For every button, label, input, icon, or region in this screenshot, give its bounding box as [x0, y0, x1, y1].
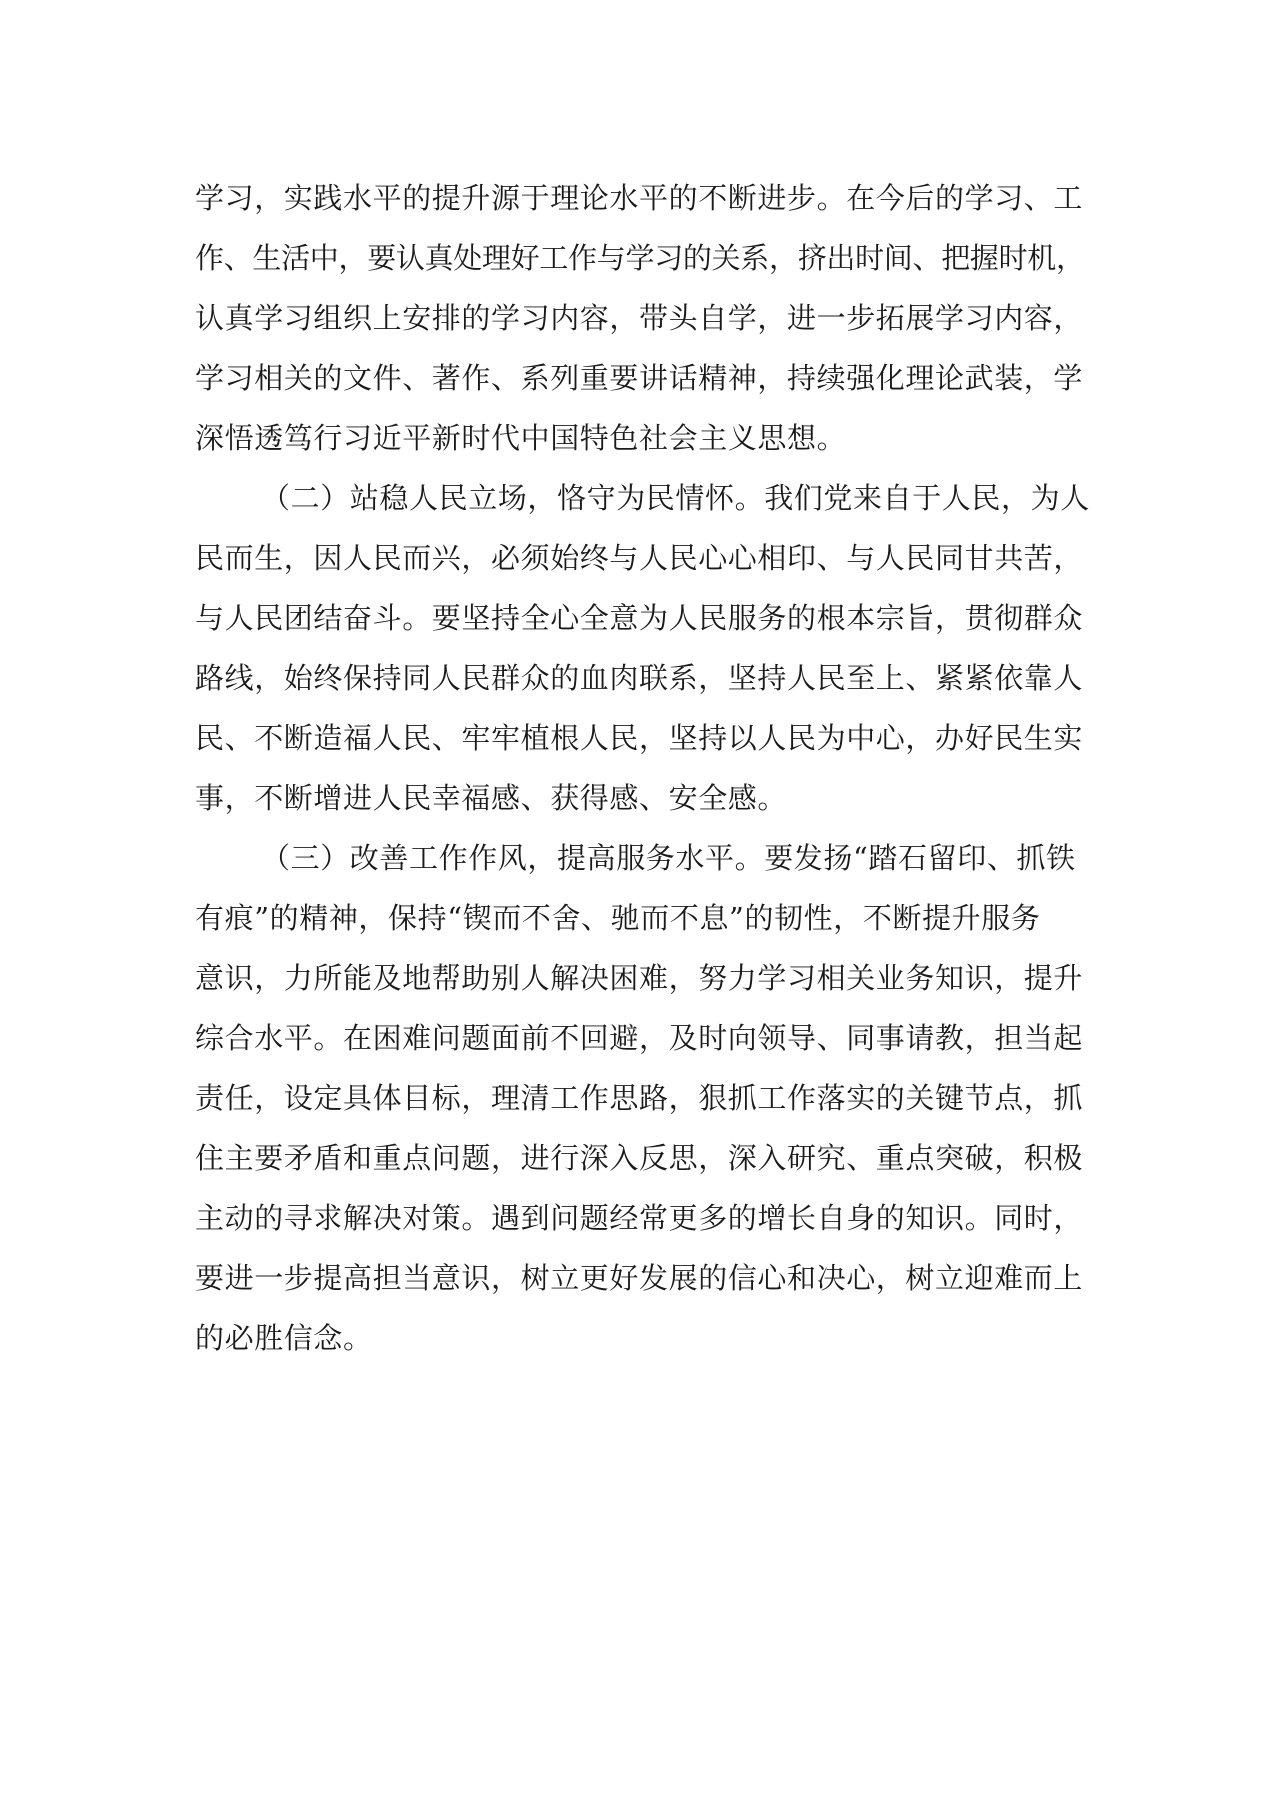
- text-line: 民而生，因人民而兴，必须始终与人民心心相印、与人民同甘共苦，: [195, 541, 1084, 575]
- text-line: 认真学习组织上安排的学习内容，带头自学，进一步拓展学习内容，: [195, 301, 1084, 335]
- text-line: 路线，始终保持同人民群众的血肉联系，坚持人民至上、紧紧依靠人: [195, 661, 1084, 695]
- paragraph-2: [195, 468, 1090, 828]
- text-line: 与人民团结奋斗。要坚持全心全意为人民服务的根本宗旨，贯彻群众: [195, 601, 1084, 635]
- text-line: 学习，实践水平的提升源于理论水平的不断进步。在今后的学习、工: [195, 181, 1084, 215]
- text-line: 主动的寻求解决对策。遇到问题经常更多的增长自身的知识。同时，: [195, 1201, 1084, 1235]
- paragraph-3: [195, 828, 1085, 1368]
- text-line: 要进一步提高担当意识，树立更好发展的信心和决心，树立迎难而上: [195, 1261, 1084, 1295]
- text-line: 事，不断增进人民幸福感、获得感、安全感。: [195, 781, 788, 815]
- text-line: 责任，设定具体目标，理清工作思路，狠抓工作落实的关键节点，抓: [195, 1081, 1084, 1115]
- text-line: 民、不断造福人民、牢牢植根人民，坚持以人民为中心，办好民生实: [195, 721, 1084, 755]
- text-line: 意识，力所能及地帮助别人解决困难，努力学习相关业务知识，提升: [195, 961, 1084, 995]
- text-line: 作、生活中，要认真处理好工作与学习的关系，挤出时间、把握时机，: [195, 241, 1085, 275]
- text-line: 有痕”的精神，保持“锲而不舍、驰而不息”的韧性，不断提升服务: [195, 901, 1041, 935]
- text-line: 住主要矛盾和重点问题，进行深入反思，深入研究、重点突破，积极: [195, 1141, 1084, 1175]
- text-line: 学习相关的文件、著作、系列重要讲话精神，持续强化理论武装，学: [195, 361, 1084, 395]
- text-line: （三）改善工作作风，提高服务水平。要发扬“踏石留印、抓铁: [261, 841, 1076, 875]
- text-line: （二）站稳人民立场，恪守为民情怀。我们党来自于人民，为人: [261, 481, 1090, 515]
- text-line: 的必胜信念。: [195, 1321, 373, 1355]
- text-line: 深悟透笃行习近平新时代中国特色社会主义思想。: [195, 421, 847, 455]
- document-body: [195, 168, 1090, 1368]
- text-line: 综合水平。在困难问题面前不回避，及时向领导、同事请教，担当起: [195, 1021, 1084, 1055]
- paragraph-1: [195, 168, 1085, 468]
